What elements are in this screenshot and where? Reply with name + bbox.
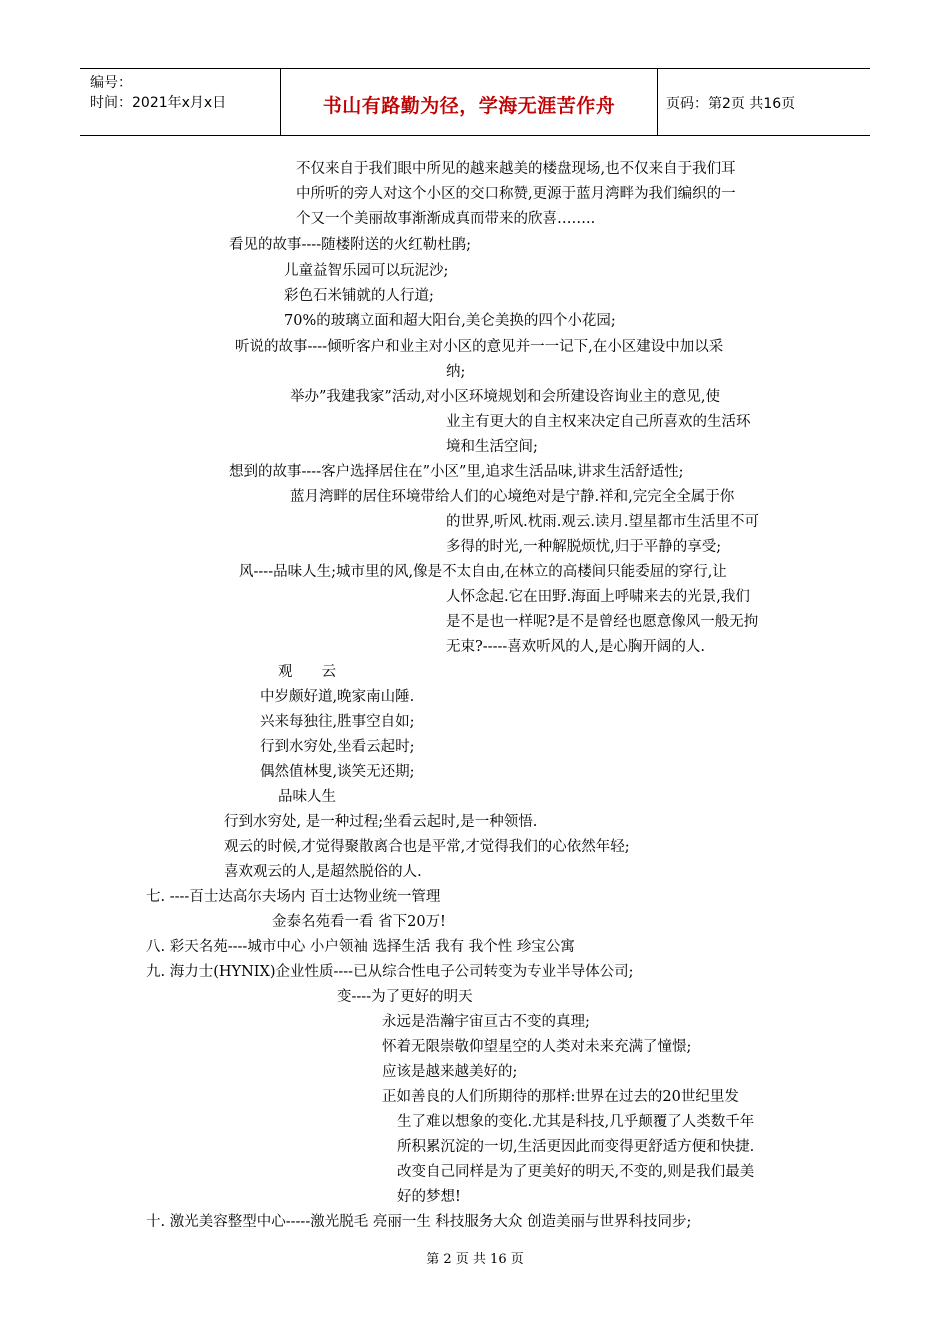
body-line: 所积累沉淀的一切,生活更因此而变得更舒适方便和快捷. [397, 1139, 755, 1155]
body-line: 的世界,听风.枕雨.观云.读月.望星都市生活里不可 [446, 514, 760, 530]
body-line: 永远是浩瀚宇宙亘古不变的真理; [382, 1014, 590, 1030]
serial-label: 编号： [90, 75, 132, 91]
body-line: 金泰名苑看一看 省下20万! [272, 914, 446, 930]
body-line: 想到的故事----客户选择居住在”小区”里,追求生活品味,讲求生活舒适性; [229, 464, 684, 480]
body-line: 纳; [446, 364, 466, 380]
body-line: 好的梦想! [397, 1189, 461, 1205]
motto: 书山有路勤为径，学海无涯苦作舟 [322, 95, 616, 117]
body-line: 中岁颇好道,晚家南山陲. [260, 689, 415, 705]
body-line: 风----品味人生;城市里的风,像是不太自由,在林立的高楼间只能委屈的穿行,让 [239, 564, 727, 580]
body-line: 儿童益智乐园可以玩泥沙; [284, 263, 449, 279]
body-line: 中所听的旁人对这个小区的交口称赞,更源于蓝月湾畔为我们编织的一 [296, 186, 736, 202]
body-line: 境和生活空间; [446, 439, 538, 455]
header-motto-cell [281, 69, 658, 135]
body-line: 观 云 [278, 664, 336, 680]
body-line: 人怀念起.它在田野.海面上呼啸来去的光景,我们 [446, 589, 750, 605]
time-label: 时间：2021年x月x日 [90, 95, 227, 111]
body-line: 变----为了更好的明天 [337, 989, 473, 1005]
body-line: 怀着无限崇敬仰望星空的人类对未来充满了憧憬; [382, 1039, 692, 1055]
header-meta-cell [80, 69, 281, 135]
footer-page-number: 第 2 页 共 16 页 [426, 1252, 524, 1267]
body-line: 看见的故事----随楼附送的火红勒杜鹃; [229, 237, 471, 253]
body-line: 举办”我建我家”活动,对小区环境规划和会所建设咨询业主的意见,使 [290, 389, 721, 405]
body-line: 兴来每独往,胜事空自如; [260, 714, 415, 730]
body-line: 品味人生 [278, 789, 336, 805]
body-line: 生了难以想象的变化.尤其是科技,几乎颠覆了人类数千年 [397, 1114, 755, 1130]
body-line: 不仅来自于我们眼中所见的越来越美的楼盘现场,也不仅来自于我们耳 [296, 161, 736, 177]
body-line: 观云的时候,才觉得聚散离合也是平常,才觉得我们的心依然年轻; [224, 839, 630, 855]
body-line: 应该是越来越美好的; [382, 1064, 518, 1080]
body-line: 八. 彩天名苑----城市中心 小户领袖 选择生活 我有 我个性 珍宝公寓 [146, 939, 575, 955]
body-line: 彩色石米铺就的人行道; [284, 288, 434, 304]
body-line: 七. ----百士达高尔夫场内 百士达物业统一管理 [146, 889, 441, 905]
body-line: 听说的故事----倾听客户和业主对小区的意见并一一记下,在小区建设中加以采 [235, 339, 724, 355]
body-line: 多得的时光,一种解脱烦忧,归于平静的享受; [446, 539, 722, 555]
body-line: 改变自己同样是为了更美好的明天,不变的,则是我们最美 [397, 1164, 755, 1180]
body-line: 偶然值林叟,谈笑无还期; [260, 764, 415, 780]
body-line: 喜欢观云的人,是超然脱俗的人. [224, 864, 422, 880]
body-line: 行到水穷处,坐看云起时; [260, 739, 415, 755]
body-line: 正如善良的人们所期待的那样:世界在过去的20世纪里发 [382, 1089, 739, 1105]
body-line: 蓝月湾畔的居住环境带给人们的心境绝对是宁静.祥和,完完全全属于你 [290, 489, 735, 505]
page-info: 页码：第2页 共16页 [666, 96, 796, 112]
body-line: 无束?-----喜欢听风的人,是心胸开阔的人. [446, 639, 705, 655]
page-footer [0, 1248, 950, 1267]
page-header [80, 68, 870, 136]
body-line: 个又一个美丽故事渐渐成真而带来的欣喜…….. [296, 211, 596, 227]
body-line: 行到水穷处, 是一种过程;坐看云起时,是一种领悟. [224, 814, 538, 830]
body-line: 九. 海力士(HYNIX)企业性质----已从综合性电子公司转变为专业半导体公司; [146, 964, 634, 980]
body-line: 是不是也一样呢?是不是曾经也愿意像风一般无拘 [446, 614, 759, 630]
header-page-cell [658, 69, 870, 135]
body-line: 业主有更大的自主权来决定自己所喜欢的生活环 [446, 414, 751, 430]
body-line: 70%的玻璃立面和超大阳台,美仑美换的四个小花园; [284, 313, 616, 329]
body-line: 十. 激光美容整型中心-----激光脱毛 亮丽一生 科技服务大众 创造美丽与世界科技同步; [146, 1214, 692, 1230]
